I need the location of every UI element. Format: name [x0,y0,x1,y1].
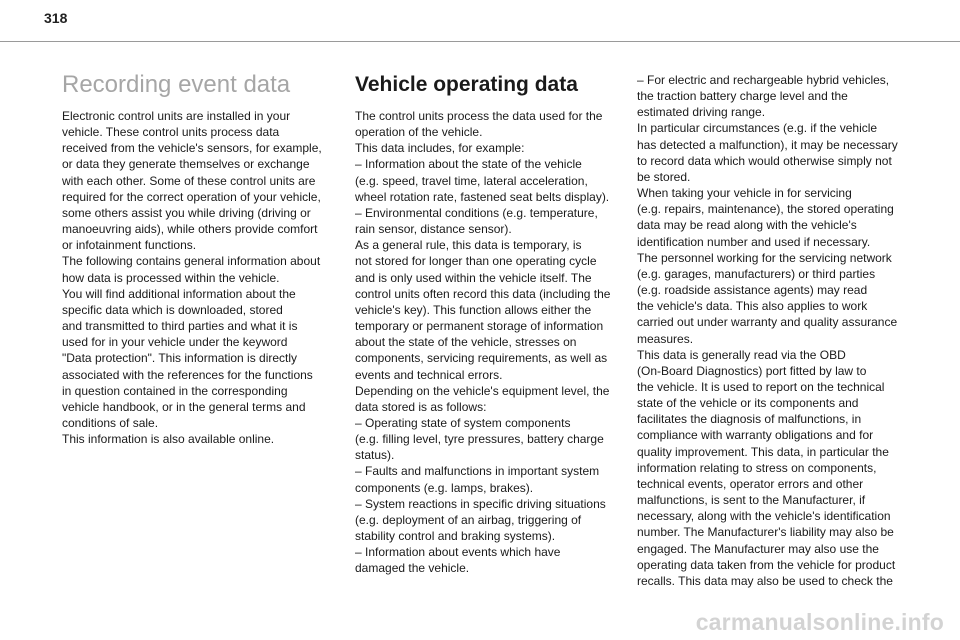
text-line: You will find additional information about the [62,286,296,301]
left-column-body [62,108,330,447]
left-column [62,70,330,447]
text-line: This information is also available online. [62,432,275,447]
text-line: the traction battery charge level and the [637,89,848,104]
text-line: vehicle handbook, or in the general terms and [62,399,306,414]
text-line: events and technical errors. [355,367,503,382]
text-line: components, servicing requirements, as well as [355,351,608,366]
text-line: some others assist you while driving (driving or [62,205,311,220]
text-line: facilitates the diagnosis of malfunctions, in [637,412,862,427]
text-line: received from the vehicle's sensors, for example, [62,141,322,156]
text-line: The personnel working for the servicing network [637,250,892,265]
text-line: (e.g. speed, travel time, lateral acceleration, [355,173,588,188]
text-line: recalls. This data may also be used to check the [637,573,893,588]
text-line: control units often record this data (including the [355,286,611,301]
text-line: temporary or permanent storage of information [355,319,604,334]
text-line: and transmitted to third parties and what it is [62,319,298,334]
text-line: engaged. The Manufacturer may also use the [637,541,879,556]
text-line: identification number and used if necessary. [637,234,871,249]
text-line: wheel rotation rate, fastened seat belts display). [355,189,610,204]
text-line: data stored is as follows: [355,399,487,414]
text-line: vehicle. These control units process data [62,125,280,140]
text-line: specific data which is downloaded, stored [62,302,283,317]
text-line: quality improvement. This data, in particular the [637,444,889,459]
text-line: "Data protection". This information is directly [62,351,298,366]
text-line: or infotainment functions. [62,238,197,253]
text-line: – Faults and malfunctions in important system [355,464,600,479]
section-title-vehicle-operating-data: Vehicle operating data [355,73,578,96]
text-line: (e.g. garages, manufacturers) or third parties [637,266,876,281]
text-line: compliance with warranty obligations and for [637,428,874,443]
text-line: carried out under warranty and quality assurance [637,315,898,330]
right-column-body [637,72,909,589]
text-line: or data they generate themselves or exchange [62,157,310,172]
text-line: data may be read along with the vehicle's [637,218,857,233]
section-title-recording-event-data: Recording event data [62,71,291,98]
middle-column [355,70,623,577]
text-line: required for the correct operation of your vehicle, [62,189,321,204]
text-line: (e.g. roadside assistance agents) may read [637,283,868,298]
text-line: has detected a malfunction), it may be necessary [637,137,898,152]
text-line: (e.g. deployment of an airbag, triggering of [355,512,582,527]
text-line: Electronic control units are installed in your [62,109,291,123]
text-line: and is only used within the vehicle itself. The [355,270,592,285]
watermark-text[interactable]: carmanualsonline.info [695,609,944,635]
text-line: The following contains general information about [62,254,321,269]
text-line: (e.g. filling level, tyre pressures, battery charge [355,432,604,447]
text-line: conditions of sale. [62,415,159,430]
text-line: – System reactions in specific driving situations [355,496,606,511]
text-line: measures. [637,331,694,346]
text-line: The control units process the data used for the [355,109,603,123]
text-line: not stored for longer than one operating cycle [355,254,597,269]
middle-column-body [355,108,623,577]
text-line: used for in your vehicle under the keyword [62,335,288,350]
text-line: state of the vehicle or its components and [637,396,859,411]
text-line: the vehicle's data. This also applies to work [637,299,868,314]
text-line: – Operating state of system components [355,415,571,430]
text-line: (On-Board Diagnostics) port fitted by law to [637,363,867,378]
text-line: status). [355,448,395,463]
page-number: 318 [44,10,68,26]
text-line: – For electric and rechargeable hybrid vehicles, [637,73,890,87]
text-line: technical events, operator errors and other [637,476,864,491]
text-line: the vehicle. It is used to report on the technical [637,379,885,394]
text-line: operation of the vehicle. [355,125,483,140]
text-line: information relating to stress on components, [637,460,877,475]
text-line: As a general rule, this data is temporary, is [355,238,582,253]
text-line: – Environmental conditions (e.g. temperature, [355,205,598,220]
text-line: – Information about events which have [355,545,561,560]
text-line: damaged the vehicle. [355,561,470,576]
text-line: estimated driving range. [637,105,766,120]
text-line: necessary, along with the vehicle's identification [637,509,891,524]
text-line: This data includes, for example: [355,141,525,156]
text-line: with each other. Some of these control units are [62,173,316,188]
text-line: components (e.g. lamps, brakes). [355,480,534,495]
text-line: operating data taken from the vehicle for product [637,557,896,572]
text-line: vehicle's key). This function allows either the [355,302,592,317]
text-line: in question contained in the corresponding [62,383,288,398]
right-column [637,72,909,589]
text-line: about the state of the vehicle, stresses on [355,335,577,350]
text-line: This data is generally read via the OBD [637,347,846,362]
text-line: stability control and braking systems). [355,529,556,544]
text-line: When taking your vehicle in for servicing [637,186,852,201]
text-line: to record data which would otherwise simply not [637,153,892,168]
text-line: Depending on the vehicle's equipment level, the [355,383,610,398]
text-line: how data is processed within the vehicle. [62,270,280,285]
text-line: In particular circumstances (e.g. if the vehicle [637,121,878,136]
text-line: be stored. [637,169,691,184]
text-line: manoeuvring aids), while others provide comfort [62,222,318,237]
text-line: – Information about the state of the vehicle [355,157,582,172]
text-line: rain sensor, distance sensor). [355,222,512,237]
text-line: malfunctions, is sent to the Manufacturer, if [637,493,866,508]
header-divider [0,41,960,42]
text-line: (e.g. repairs, maintenance), the stored operating [637,202,894,217]
text-line: number. The Manufacturer's liability may also be [637,525,894,540]
text-line: associated with the references for the functions [62,367,313,382]
